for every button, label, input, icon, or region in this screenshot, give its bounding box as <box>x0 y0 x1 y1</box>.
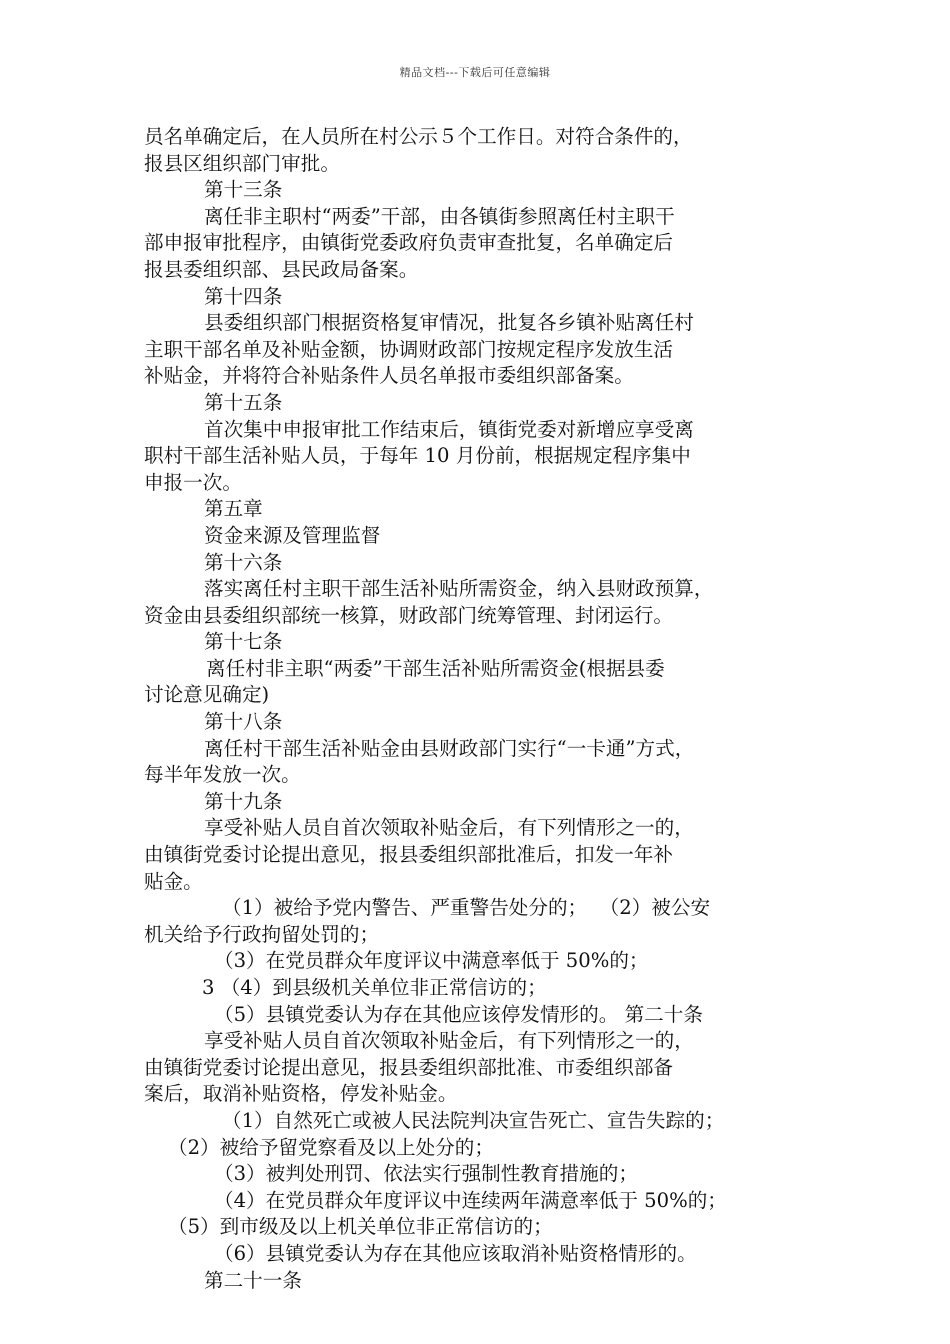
paragraph-line: 申报一次。 <box>144 470 242 494</box>
paragraph-line: 案后，取消补贴资格，停发补贴金。 <box>144 1082 458 1106</box>
chapter-heading: 第五章 <box>204 497 263 521</box>
article-heading: 第十六条 <box>204 550 283 574</box>
paragraph-line: 部申报审批程序，由镇街党委政府负责审查批复，名单确定后 <box>144 231 674 255</box>
list-item: （2）被给予留党察看及以上处分的； <box>168 1135 494 1159</box>
list-item: （6）县镇党委认为存在其他应该取消补贴资格情形的。 <box>214 1241 697 1265</box>
page-header: 精品文档---下载后可任意编辑 <box>399 66 551 79</box>
list-item: 机关给予行政拘留处罚的； <box>144 922 380 946</box>
article-heading: 第二十一条 <box>204 1268 302 1292</box>
list-item: 3 （4）到县级机关单位非正常信访的； <box>202 976 547 999</box>
paragraph-line: 由镇街党委讨论提出意见，报县委组织部批准后，扣发一年补 <box>144 843 674 867</box>
paragraph-line: 离任村干部生活补贴金由县财政部门实行“一卡通”方式， <box>204 736 695 760</box>
article-heading: 第十五条 <box>204 390 283 414</box>
article-heading: 第十七条 <box>204 630 283 654</box>
list-item: （1）自然死亡或被人民法院判决宣告死亡、宣告失踪的； <box>222 1108 725 1132</box>
paragraph-line: 补贴金，并将符合补贴条件人员名单报市委组织部备案。 <box>144 364 634 388</box>
list-item: （5）县镇党委认为存在其他应该停发情形的。 第二十条 <box>214 1002 703 1026</box>
list-item: （3）在党员群众年度评议中满意率低于 50%的； <box>214 949 649 973</box>
paragraph-line: 首次集中申报审批工作结束后，镇街党委对新增应享受离 <box>204 417 694 441</box>
paragraph-line: 每半年发放一次。 <box>144 763 301 787</box>
list-item: （3）被判处刑罚、依法实行强制性教育措施的； <box>214 1162 638 1186</box>
chapter-title: 资金来源及管理监督 <box>204 523 381 547</box>
paragraph-line: 职村干部生活补贴人员，于每年 10 月份前，根据规定程序集中 <box>144 444 691 468</box>
paragraph-line: 报县委组织部、县民政局备案。 <box>144 257 419 281</box>
list-item: （5）到市级及以上机关单位非正常信访的； <box>168 1215 553 1239</box>
paragraph-line: 讨论意见确定) <box>144 683 270 707</box>
article-heading: 第十九条 <box>204 789 283 813</box>
paragraph-line: 主职干部名单及补贴金额，协调财政部门按规定程序发放生活 <box>144 337 674 361</box>
paragraph-line: 离任村非主职“两委”干部生活补贴所需资金(根据县委 <box>206 656 665 680</box>
paragraph-line: 贴金。 <box>144 869 203 893</box>
paragraph-line: 离任非主职村“两委”干部，由各镇街参照离任村主职干 <box>204 204 675 228</box>
paragraph-line: 县委组织部门根据资格复审情况，批复各乡镇补贴离任村 <box>204 311 694 335</box>
article-heading: 第十八条 <box>204 710 283 734</box>
article-heading: 第十三条 <box>204 178 283 202</box>
document-body <box>144 124 824 1294</box>
article-heading: 第十四条 <box>204 284 283 308</box>
paragraph-line: 落实离任村主职干部生活补贴所需资金，纳入县财政预算， <box>204 577 714 601</box>
list-item: （4）在党员群众年度评议中连续两年满意率低于 50%的； <box>214 1188 727 1212</box>
list-item: （1）被给予党内警告、严重警告处分的； （2）被公安 <box>222 896 711 920</box>
paragraph-line: 资金由县委组织部统一核算，财政部门统筹管理、封闭运行。 <box>144 603 674 627</box>
paragraph-line: 由镇街党委讨论提出意见，报县委组织部批准、市委组织部备 <box>144 1055 674 1079</box>
paragraph-line: 报县区组织部门审批。 <box>144 151 340 175</box>
paragraph-line: 员名单确定后，在人员所在村公示５个工作日。对符合条件的， <box>144 125 693 148</box>
paragraph-line: 享受补贴人员自首次领取补贴金后，有下列情形之一的， <box>204 816 694 840</box>
paragraph-line: 享受补贴人员自首次领取补贴金后，有下列情形之一的， <box>204 1029 694 1053</box>
